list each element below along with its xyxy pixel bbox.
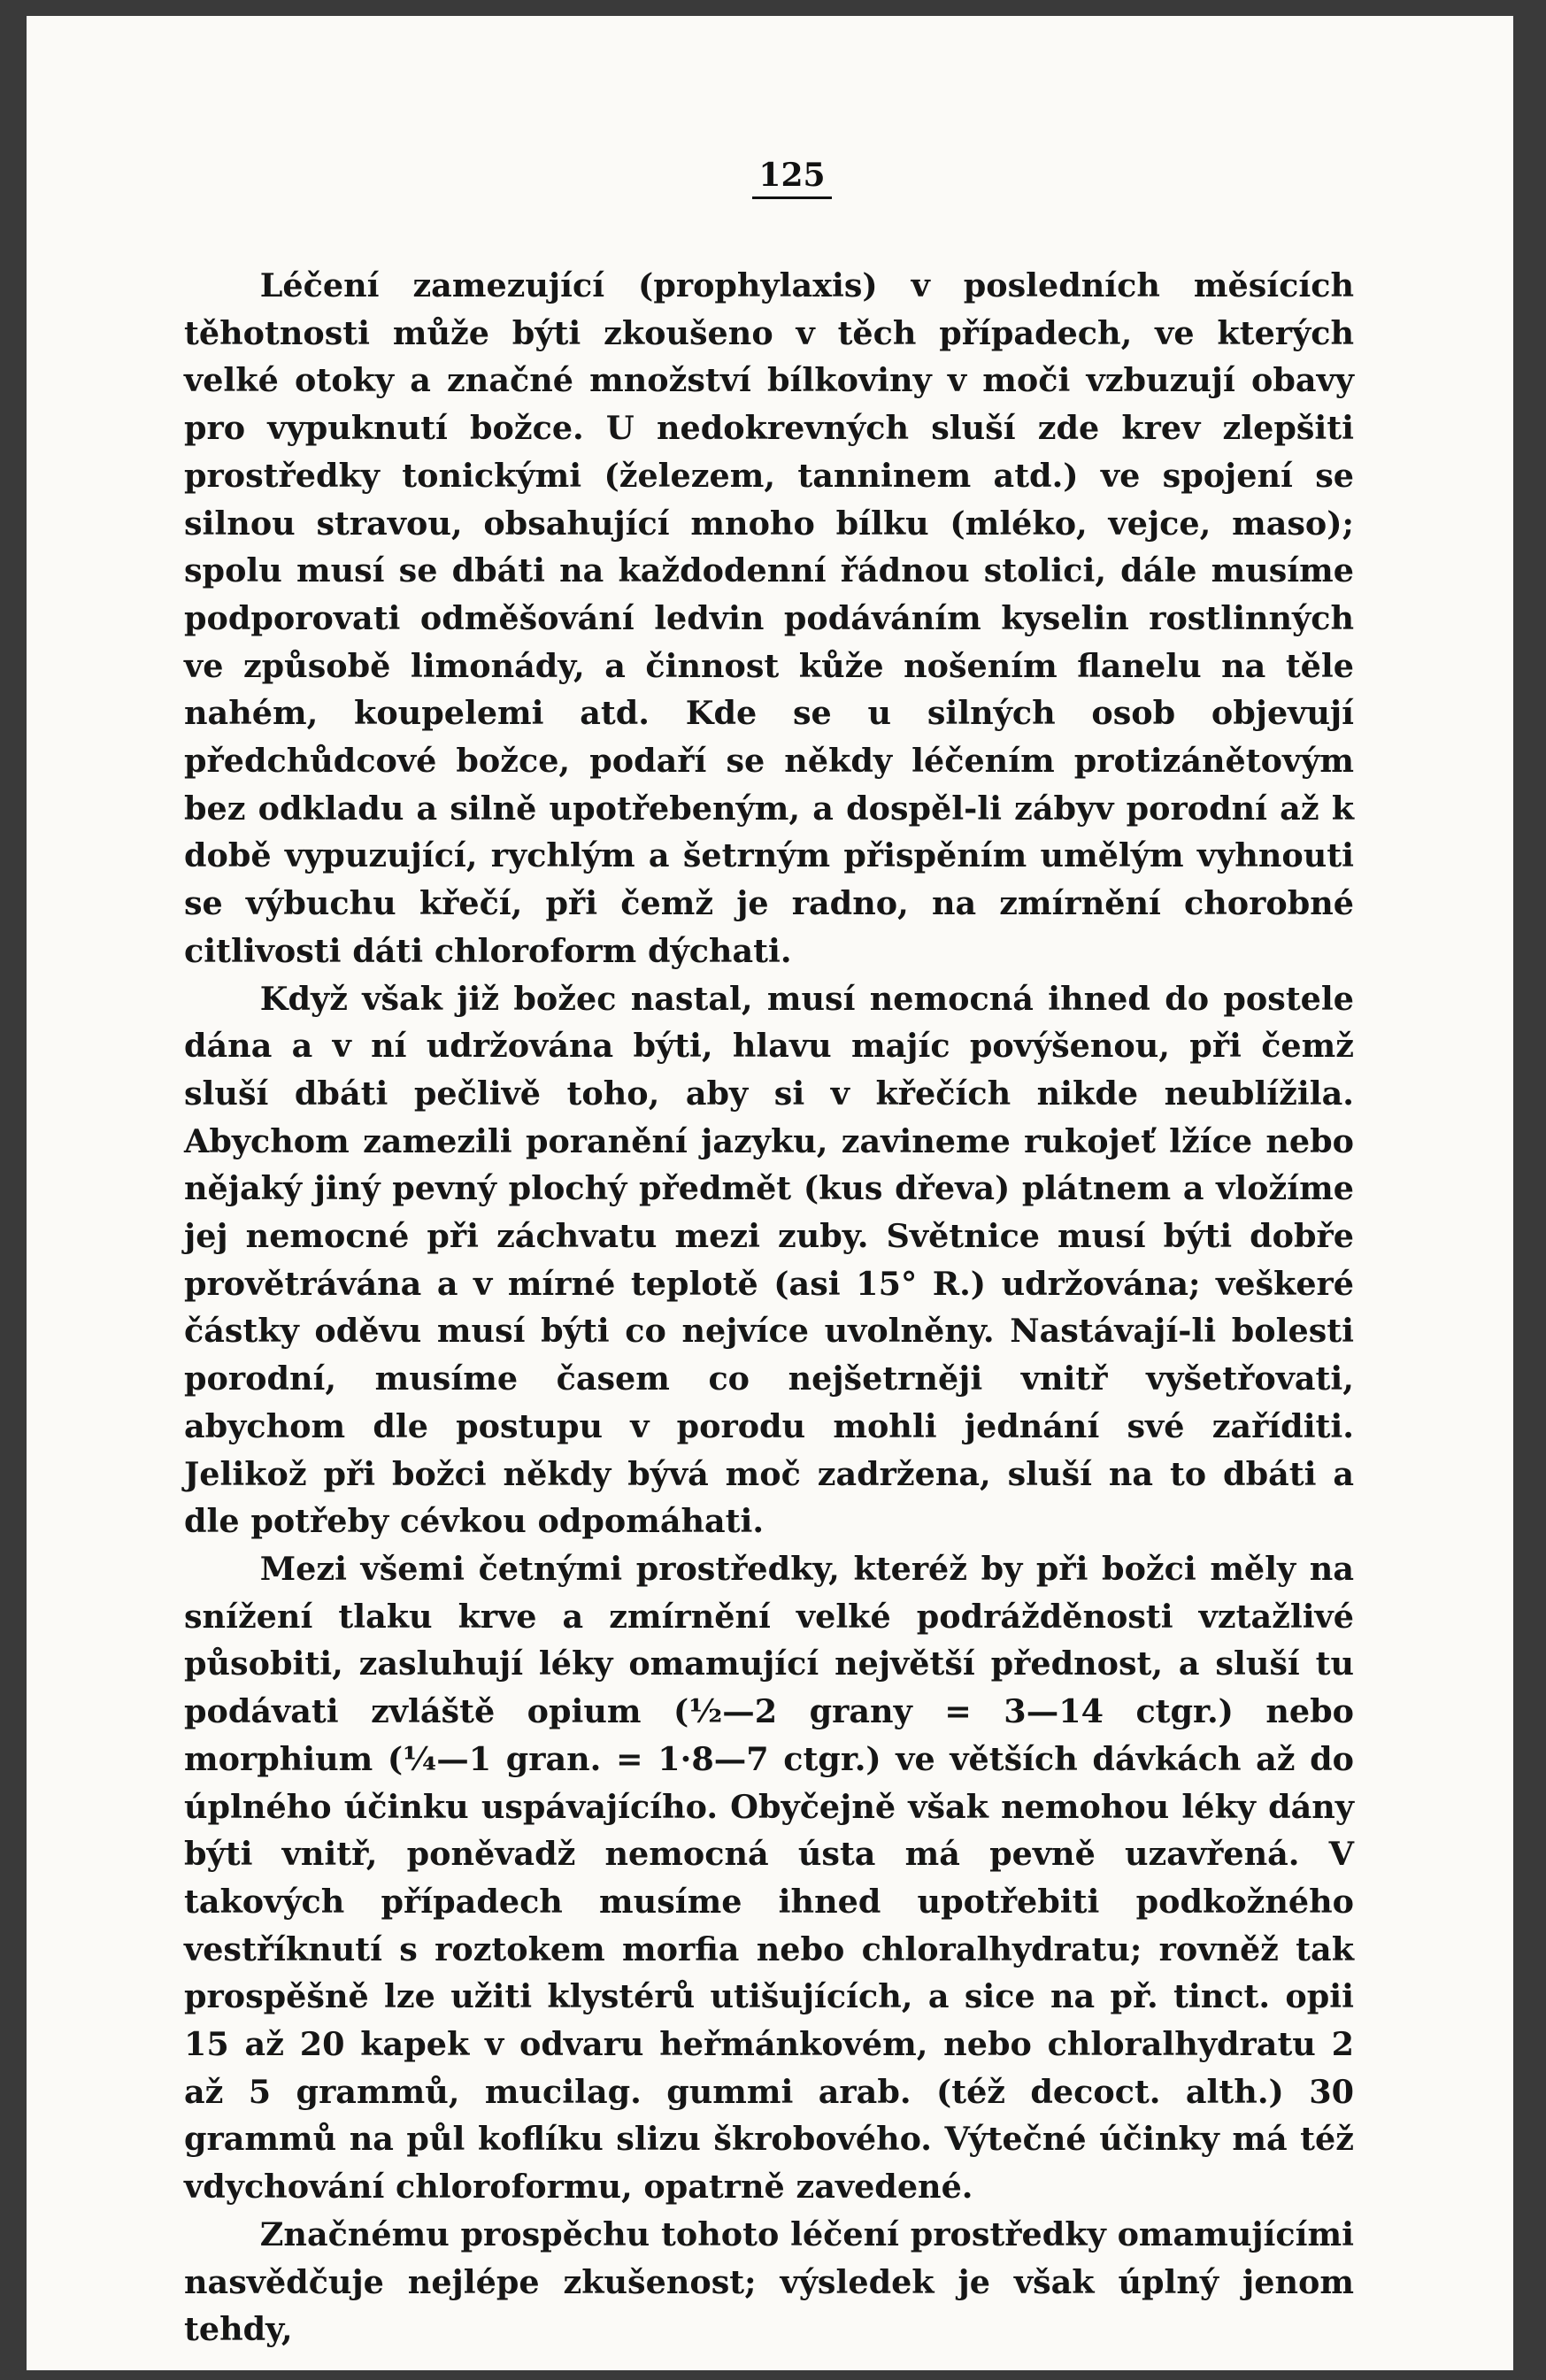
paragraph-eclampsia-onset: Když však již božec nastal, musí nemocná ihned do postele dána a v ní udržována býti, hlavu majíc povýšenou, při čemž sluší dbáti pečlivě toho, aby si v křečích nikde neublížila. Abychom zamezili poranění jazyku, zavineme rukojeť lžíce nebo nějaký jiný pevný plochý předmět (kus dřeva) plátnem a vložíme jej nemocné při záchvatu mezi zuby. Světnice musí býti dobře provětrávána a v mírné teplotě (asi 15° R.) udržována; veškeré částky oděvu musí býti co nejvíce uvolněny. Nastávají-li bolesti porodní, musíme časem co nejšetrněji vnitř vyšetřovati, abychom dle postupu v porodu mohli jednání své zaříditi. Jelikož při božci někdy bývá moč zadržena, sluší na to dbáti a dle potřeby cévkou odpomáhati.: [184, 979, 1354, 1541]
body-text: [184, 262, 1354, 2353]
book-page: [27, 16, 1513, 2370]
page-number: 125: [752, 158, 832, 199]
paragraph-narcotics: Mezi všemi četnými prostředky, kteréž by při božci měly na snížení tlaku krve a zmírnění velké podrážděnosti vztažlivé působiti, zasluhují léky omamující největší přednost, a sluší tu podávati zvláště opium (½—2 grany = 3—14 ctgr.) nebo morphium (¼—1 gran. = 1·8—7 ctgr.) ve větších dávkách až do úplného účinku uspávajícího. Obyčejně však nemohou léky dány býti vnitř, poněvadž nemocná ústa má pevně uzavřená. V takových případech musíme ihned upotřebiti podkožného vestříknutí s roztokem morfia nebo chloralhydratu; rovněž tak prospěšně lze užiti klystérů utišujících, a sice na př. tinct. opii 15 až 20 kapek v odvaru heřmánkovém, nebo chloralhydratu 2 až 5 grammů, mucilag. gummi arab. (též decoct. alth.) 30 grammů na půl koflíku slizu škrobového. Výtečné účinky má též vdychování chloroformu, opatrně zavedené.: [184, 1549, 1354, 2207]
paragraph-prophylaxis: Léčení zamezující (prophylaxis) v posledních měsících těhotnosti může býti zkoušeno v těch případech, ve kterých velké otoky a značné množství bílkoviny v moči vzbuzují obavy pro vypuknutí božce. U nedokrevných sluší zde krev zlepšiti prostředky tonickými (železem, tanninem atd.) ve spojení se silnou stravou, obsahující mnoho bílku (mléko, vejce, maso); spolu musí se dbáti na každodenní řádnou stolici, dále musíme podporovati odměšování ledvin podáváním kyselin rostlinných ve způsobě limonády, a činnost kůže nošením flanelu na těle nahém, koupelemi atd. Kde se u silných osob objevují předchůdcové božce, podaří se někdy léčením protizánětovým bez odkladu a silně upotřebeným, a dospěl-li zábyv porodní až k době vypuzující, rychlým a šetrným přispěním umělým vyhnouti se výbuchu křečí, při čemž je radno, na zmírnění chorobné citlivosti dáti chloroform dýchati.: [184, 266, 1354, 970]
paragraph-conclusion: Značnému prospěchu tohoto léčení prostředky omamujícími nasvědčuje nejlépe zkušenost; výsledek je však úplný jenom tehdy,: [184, 2214, 1354, 2349]
